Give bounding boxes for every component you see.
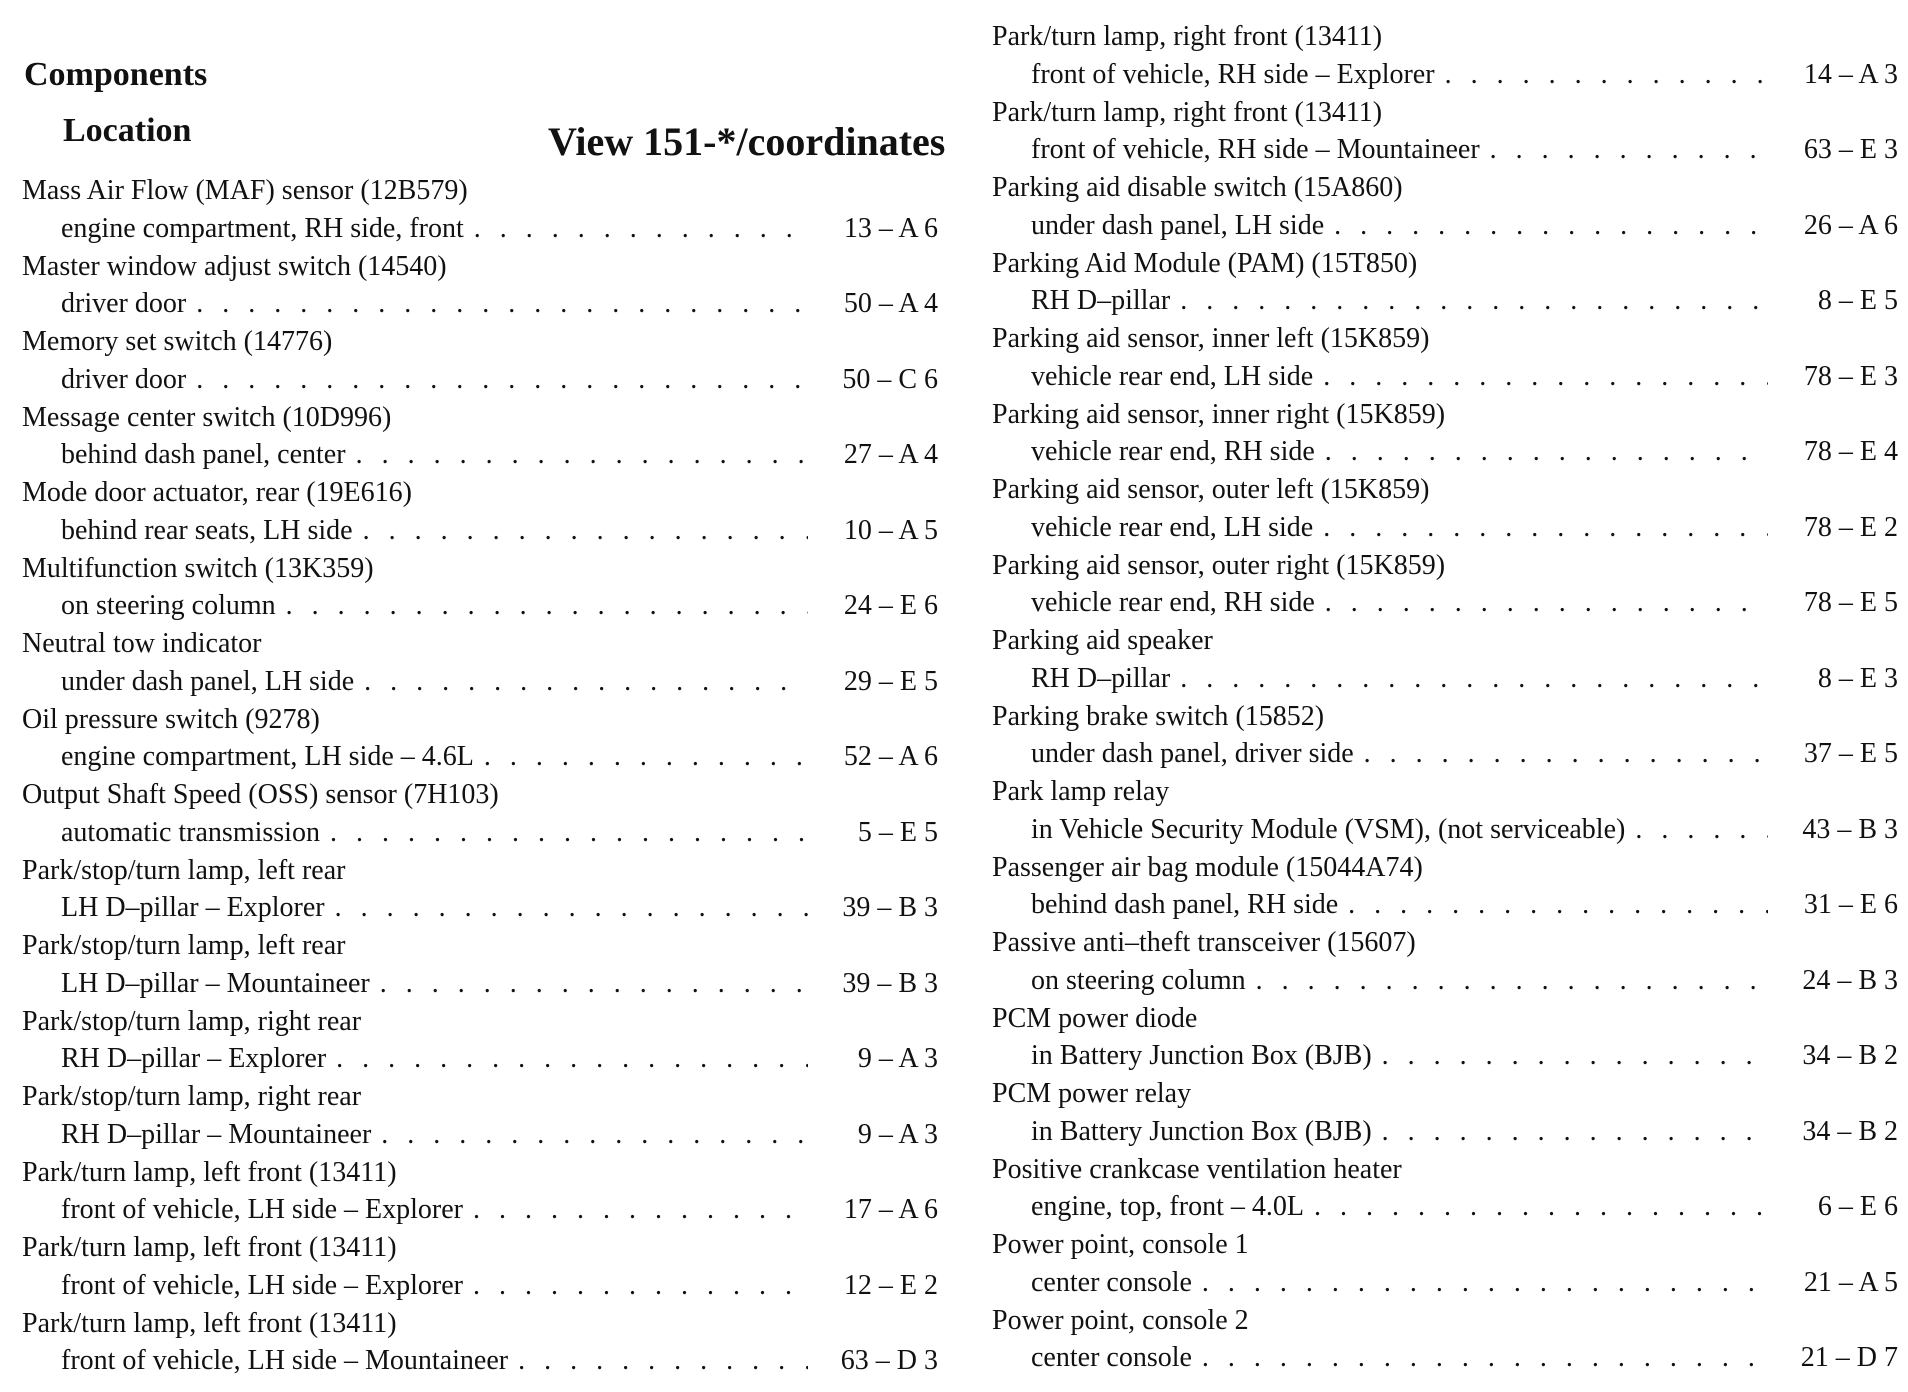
component-name: Park/turn lamp, left front (13411) (22, 1156, 397, 1188)
dot-leader (1445, 56, 1768, 94)
component-entry (22, 1305, 938, 1381)
component-name: Master window adjust switch (14540) (22, 250, 447, 282)
component-location: vehicle rear end, RH side (1031, 587, 1315, 619)
component-name: PCM power relay (992, 1078, 1192, 1109)
component-entry (992, 1302, 1898, 1378)
view-coordinate: 21 – D 7 (1800, 1342, 1898, 1374)
component-location-line (992, 1037, 1898, 1075)
component-entry (992, 773, 1898, 849)
component-location-line (22, 965, 938, 1003)
view-coordinate: 78 – E 5 (1803, 587, 1898, 619)
view-coordinate: 8 – E 3 (1817, 662, 1898, 694)
view-coordinate: 14 – A 3 (1803, 58, 1898, 90)
view-coordinate: 78 – E 4 (1803, 436, 1898, 468)
component-location-line (992, 131, 1898, 169)
component-location: vehicle rear end, RH side (1031, 436, 1315, 468)
component-location-line (992, 1339, 1898, 1377)
component-location: automatic transmission (61, 816, 320, 848)
component-entry (22, 625, 938, 701)
component-entry (22, 701, 938, 777)
component-location: LH D–pillar – Mountaineer (61, 967, 370, 999)
component-location-line (22, 512, 938, 550)
component-location-line (992, 1113, 1898, 1151)
component-name: Passenger air bag module (15044A74) (992, 851, 1423, 883)
view-coordinate: 6 – E 6 (1817, 1191, 1898, 1223)
component-location: on steering column (1031, 964, 1246, 996)
view-coordinate: 10 – A 5 (843, 514, 938, 546)
component-entry (22, 1229, 938, 1305)
component-name: Parking aid disable switch (15A860) (992, 172, 1403, 203)
component-entry (992, 547, 1898, 623)
dot-leader (286, 587, 808, 625)
dot-leader (330, 814, 808, 852)
component-entry (22, 852, 938, 928)
dot-leader (196, 285, 808, 323)
component-name: Mass Air Flow (MAF) sensor (12B579) (22, 175, 468, 206)
component-location-line (992, 56, 1898, 94)
component-entry (992, 849, 1898, 925)
component-name: Park/turn lamp, left front (13411) (22, 1307, 397, 1339)
component-entry (22, 1154, 938, 1230)
dot-leader (484, 738, 808, 776)
component-location-line (22, 738, 938, 776)
component-name: Park lamp relay (992, 776, 1170, 807)
component-name: Positive crankcase ventilation heater (992, 1153, 1402, 1185)
dot-leader (364, 663, 808, 701)
dot-leader (473, 1267, 808, 1305)
component-location: front of vehicle, RH side – Mountaineer (1031, 134, 1480, 166)
component-location-line (22, 663, 938, 701)
view-coordinate: 34 – B 2 (1802, 1040, 1898, 1072)
component-name: Park/turn lamp, right front (13411) (992, 21, 1383, 52)
component-name: Power point, console 1 (992, 1229, 1249, 1260)
dot-leader (1202, 1264, 1768, 1302)
component-location: behind dash panel, RH side (1031, 889, 1339, 921)
component-location: front of vehicle, LH side – Explorer (61, 1269, 463, 1301)
component-entry (992, 1000, 1898, 1076)
dot-leader (1334, 207, 1768, 245)
location-column-header: Location (63, 112, 192, 149)
component-location-line (22, 1267, 938, 1305)
component-name: PCM power diode (992, 1002, 1198, 1034)
view-coordinate: 78 – E 3 (1803, 360, 1898, 392)
component-entry (22, 1003, 938, 1079)
dot-leader (380, 965, 808, 1003)
dot-leader (196, 361, 808, 399)
component-location-line (22, 210, 938, 248)
component-location: on steering column (61, 590, 276, 622)
component-entry (992, 924, 1898, 1000)
component-name: Parking aid speaker (992, 625, 1213, 656)
component-name: Park/turn lamp, left front (13411) (22, 1232, 397, 1263)
view-coordinate: 63 – E 3 (1803, 134, 1898, 166)
view-coordinate: 39 – B 3 (842, 892, 938, 924)
component-name: Power point, console 2 (992, 1304, 1249, 1336)
component-location: RH D–pillar – Mountaineer (61, 1118, 372, 1150)
component-location: RH D–pillar (1031, 285, 1171, 317)
view-coordinate: 39 – B 3 (842, 967, 938, 999)
component-entry (992, 396, 1898, 472)
component-entry (22, 399, 938, 475)
dot-leader (1323, 509, 1768, 547)
component-location-line (992, 509, 1898, 547)
dot-leader (518, 1342, 808, 1380)
component-location: vehicle rear end, LH side (1031, 360, 1314, 392)
component-location-line (22, 1342, 938, 1380)
view-coordinate: 43 – B 3 (1802, 813, 1898, 845)
component-name: Mode door actuator, rear (19E616) (22, 477, 412, 508)
view-coordinate: 8 – E 5 (1817, 285, 1898, 317)
view-coordinate: 50 – C 6 (842, 363, 938, 395)
right-entry-list (992, 18, 1898, 1377)
component-location: front of vehicle, RH side – Explorer (1031, 58, 1435, 90)
component-entry (992, 471, 1898, 547)
dot-leader (1490, 131, 1768, 169)
view-coordinate: 27 – A 4 (843, 439, 938, 471)
dot-leader (1180, 282, 1768, 320)
component-location-line (992, 433, 1898, 471)
component-location-line (22, 889, 938, 927)
view-coordinate: 24 – E 6 (843, 590, 938, 622)
component-location-line (992, 584, 1898, 622)
component-location-line (992, 282, 1898, 320)
dot-leader (335, 889, 808, 927)
component-location: in Battery Junction Box (BJB) (1031, 1040, 1372, 1072)
view-coordinate: 26 – A 6 (1803, 209, 1898, 241)
view-coordinate: 50 – A 4 (843, 288, 938, 320)
component-name: Parking aid sensor, outer right (15K859) (992, 549, 1446, 581)
view-coordinates-column-header: View 151-*/coordinates (548, 119, 946, 164)
dot-leader (1635, 811, 1768, 849)
component-name: Neutral tow indicator (22, 628, 262, 659)
component-entry (22, 927, 938, 1003)
view-coordinate: 52 – A 6 (843, 741, 938, 773)
component-name: Park/stop/turn lamp, right rear (22, 1005, 362, 1037)
component-entry (22, 776, 938, 852)
component-location-line (992, 962, 1898, 1000)
left-entry-list (22, 172, 938, 1380)
component-location: vehicle rear end, LH side (1031, 511, 1314, 543)
view-coordinate: 29 – E 5 (843, 665, 938, 697)
component-entry (992, 622, 1898, 698)
component-location: under dash panel, LH side (1031, 209, 1325, 241)
component-entry (992, 1226, 1898, 1302)
component-location-line (22, 1116, 938, 1154)
component-entry (22, 172, 938, 248)
component-name: Oil pressure switch (9278) (22, 703, 320, 735)
component-name: Parking aid sensor, inner right (15K859) (992, 398, 1446, 430)
component-location-line (992, 207, 1898, 245)
dot-leader (1364, 735, 1768, 773)
component-location: front of vehicle, LH side – Mountaineer (61, 1345, 509, 1377)
component-entry (992, 1151, 1898, 1227)
dot-leader (363, 512, 808, 550)
dot-leader (1325, 433, 1768, 471)
component-location: under dash panel, driver side (1031, 738, 1354, 770)
component-name: Memory set switch (14776) (22, 326, 333, 357)
component-location: driver door (61, 288, 187, 320)
component-name: Parking aid sensor, outer left (15K859) (992, 474, 1430, 505)
component-location-line (992, 1188, 1898, 1226)
view-coordinate: 24 – B 3 (1802, 964, 1898, 996)
section-title: Components (24, 56, 208, 93)
component-location: center console (1031, 1342, 1192, 1374)
dot-leader (1348, 886, 1768, 924)
component-name: Message center switch (10D996) (22, 401, 392, 433)
component-entry (22, 248, 938, 324)
view-coordinate: 63 – D 3 (840, 1345, 938, 1377)
component-name: Multifunction switch (13K359) (22, 552, 374, 584)
component-location: front of vehicle, LH side – Explorer (61, 1194, 463, 1226)
component-location-line (22, 1040, 938, 1078)
component-entry (992, 698, 1898, 774)
component-location: engine compartment, RH side, front (61, 212, 464, 244)
component-name: Passive anti–theft transceiver (15607) (992, 927, 1416, 958)
component-location: in Vehicle Security Module (VSM), (not serviceable) (1031, 813, 1626, 845)
component-entry (22, 474, 938, 550)
dot-leader (1325, 584, 1768, 622)
dot-leader (1202, 1339, 1768, 1377)
component-location: RH D–pillar – Explorer (61, 1043, 327, 1075)
component-location: center console (1031, 1266, 1192, 1298)
component-location-line (992, 811, 1898, 849)
view-coordinate: 5 – E 5 (857, 816, 938, 848)
component-location: engine compartment, LH side – 4.6L (61, 741, 474, 773)
dot-leader (1382, 1113, 1768, 1151)
component-name: Output Shaft Speed (OSS) sensor (7H103) (22, 779, 499, 810)
component-location: in Battery Junction Box (BJB) (1031, 1115, 1372, 1147)
component-location: RH D–pillar (1031, 662, 1171, 694)
component-entry (992, 94, 1898, 170)
component-location-line (22, 1191, 938, 1229)
dot-leader (1382, 1037, 1768, 1075)
component-name: Park/stop/turn lamp, left rear (22, 930, 346, 961)
dot-leader (356, 436, 808, 474)
component-entry (22, 1078, 938, 1154)
component-location-line (22, 285, 938, 323)
component-location: LH D–pillar – Explorer (61, 892, 325, 924)
component-location: under dash panel, LH side (61, 665, 355, 697)
component-location: engine, top, front – 4.0L (1031, 1191, 1304, 1223)
component-location: driver door (61, 363, 187, 395)
component-name: Parking brake switch (15852) (992, 700, 1325, 732)
component-entry (992, 320, 1898, 396)
component-entry (22, 550, 938, 626)
dot-leader (473, 1191, 808, 1229)
component-name: Park/stop/turn lamp, left rear (22, 854, 346, 886)
component-location-line (22, 587, 938, 625)
component-name: Parking Aid Module (PAM) (15T850) (992, 247, 1418, 279)
component-location: behind rear seats, LH side (61, 514, 353, 546)
component-location-line (992, 660, 1898, 698)
dot-leader (381, 1116, 808, 1154)
dot-leader (1323, 358, 1768, 396)
view-coordinate: 17 – A 6 (843, 1194, 938, 1226)
component-location-line (22, 436, 938, 474)
component-entry (992, 245, 1898, 321)
component-name: Park/turn lamp, right front (13411) (992, 96, 1383, 128)
dot-leader (1180, 660, 1768, 698)
component-location-line (992, 735, 1898, 773)
view-coordinate: 9 – A 3 (857, 1043, 938, 1075)
view-coordinate: 9 – A 3 (857, 1118, 938, 1150)
dot-leader (336, 1040, 808, 1078)
component-location-line (22, 814, 938, 852)
component-location-line (992, 358, 1898, 396)
component-location-line (22, 361, 938, 399)
component-entry (992, 1075, 1898, 1151)
view-coordinate: 31 – E 6 (1803, 889, 1898, 921)
component-location-line (992, 1264, 1898, 1302)
view-coordinate: 12 – E 2 (843, 1269, 938, 1301)
component-entry (992, 18, 1898, 94)
view-coordinate: 37 – E 5 (1803, 738, 1898, 770)
view-coordinate: 78 – E 2 (1803, 511, 1898, 543)
view-coordinate: 34 – B 2 (1802, 1115, 1898, 1147)
view-coordinate: 13 – A 6 (843, 212, 938, 244)
dot-leader (1314, 1188, 1768, 1226)
dot-leader (1256, 962, 1768, 1000)
component-entry (22, 323, 938, 399)
view-coordinate: 21 – A 5 (1803, 1266, 1898, 1298)
component-name: Park/stop/turn lamp, right rear (22, 1081, 362, 1112)
component-location-line (992, 886, 1898, 924)
component-entry (992, 169, 1898, 245)
component-location: behind dash panel, center (61, 439, 346, 471)
component-name: Parking aid sensor, inner left (15K859) (992, 323, 1430, 354)
dot-leader (474, 210, 808, 248)
